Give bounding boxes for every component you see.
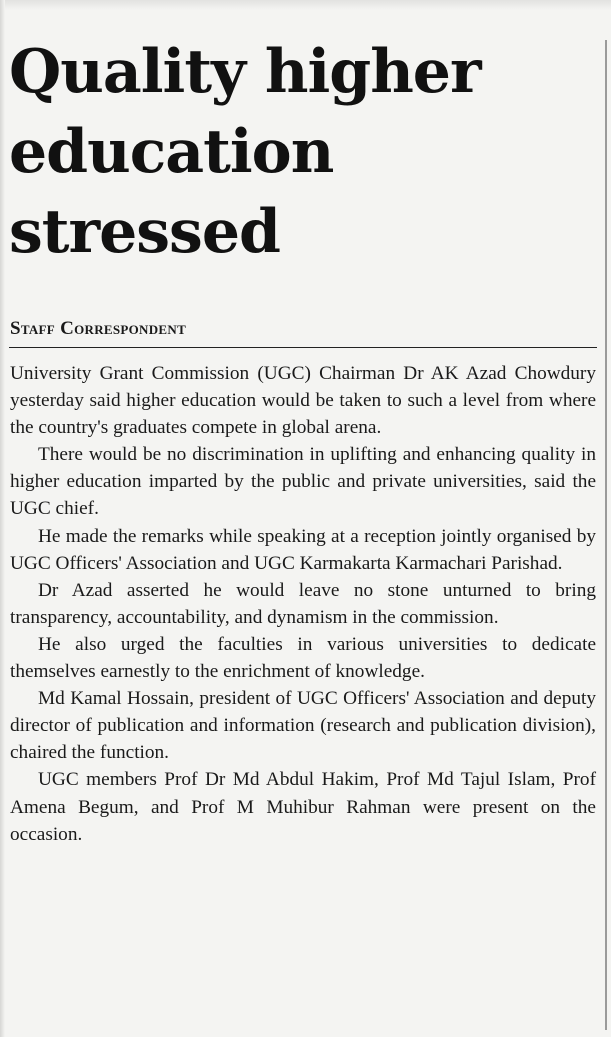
article-paragraph: He made the remarks while speaking at a reception jointly organised by UGC Officers' Association and UGC Karmakarta Karmachari Parishad. (10, 525, 596, 574)
article-paragraph: There would be no discrimination in uplifting and enhancing quality in higher education imparted by the public and private universities, said the UGC chief. (10, 444, 596, 520)
article-paragraph: Dr Azad asserted he would leave no stone unturned to bring transparency, accountability, and dynamism in the commission. (10, 579, 596, 628)
byline-divider (9, 347, 597, 348)
column-rule (605, 40, 607, 1030)
page-top-edge (0, 0, 611, 10)
article-paragraph: UGC members Prof Dr Md Abdul Hakim, Prof Md Tajul Islam, Prof Amena Begum, and Prof M Muhibur Rahman were present on the occasion. (10, 769, 596, 845)
article-paragraph: He also urged the faculties in various universities to dedicate themselves earnestly to the enrichment of knowledge. (10, 633, 596, 683)
headline (9, 32, 599, 272)
article-paragraph: Md Kamal Hossain, president of UGC Officers' Association and deputy director of publication and information (research and publication division), chaired the function. (10, 688, 596, 764)
article-paragraph: University Grant Commission (UGC) Chairman Dr AK Azad Chowdury yesterday said higher education would be taken to such a level from where the country's graduates compete in global arena. (10, 363, 596, 439)
headline-line-1: Quality higher (9, 37, 481, 107)
headline-line-2: education (9, 117, 334, 187)
article-body (10, 360, 596, 848)
headline-line-3: stressed (9, 197, 280, 267)
byline: Staff Correspondent (10, 318, 187, 339)
page-left-edge (0, 0, 5, 1037)
